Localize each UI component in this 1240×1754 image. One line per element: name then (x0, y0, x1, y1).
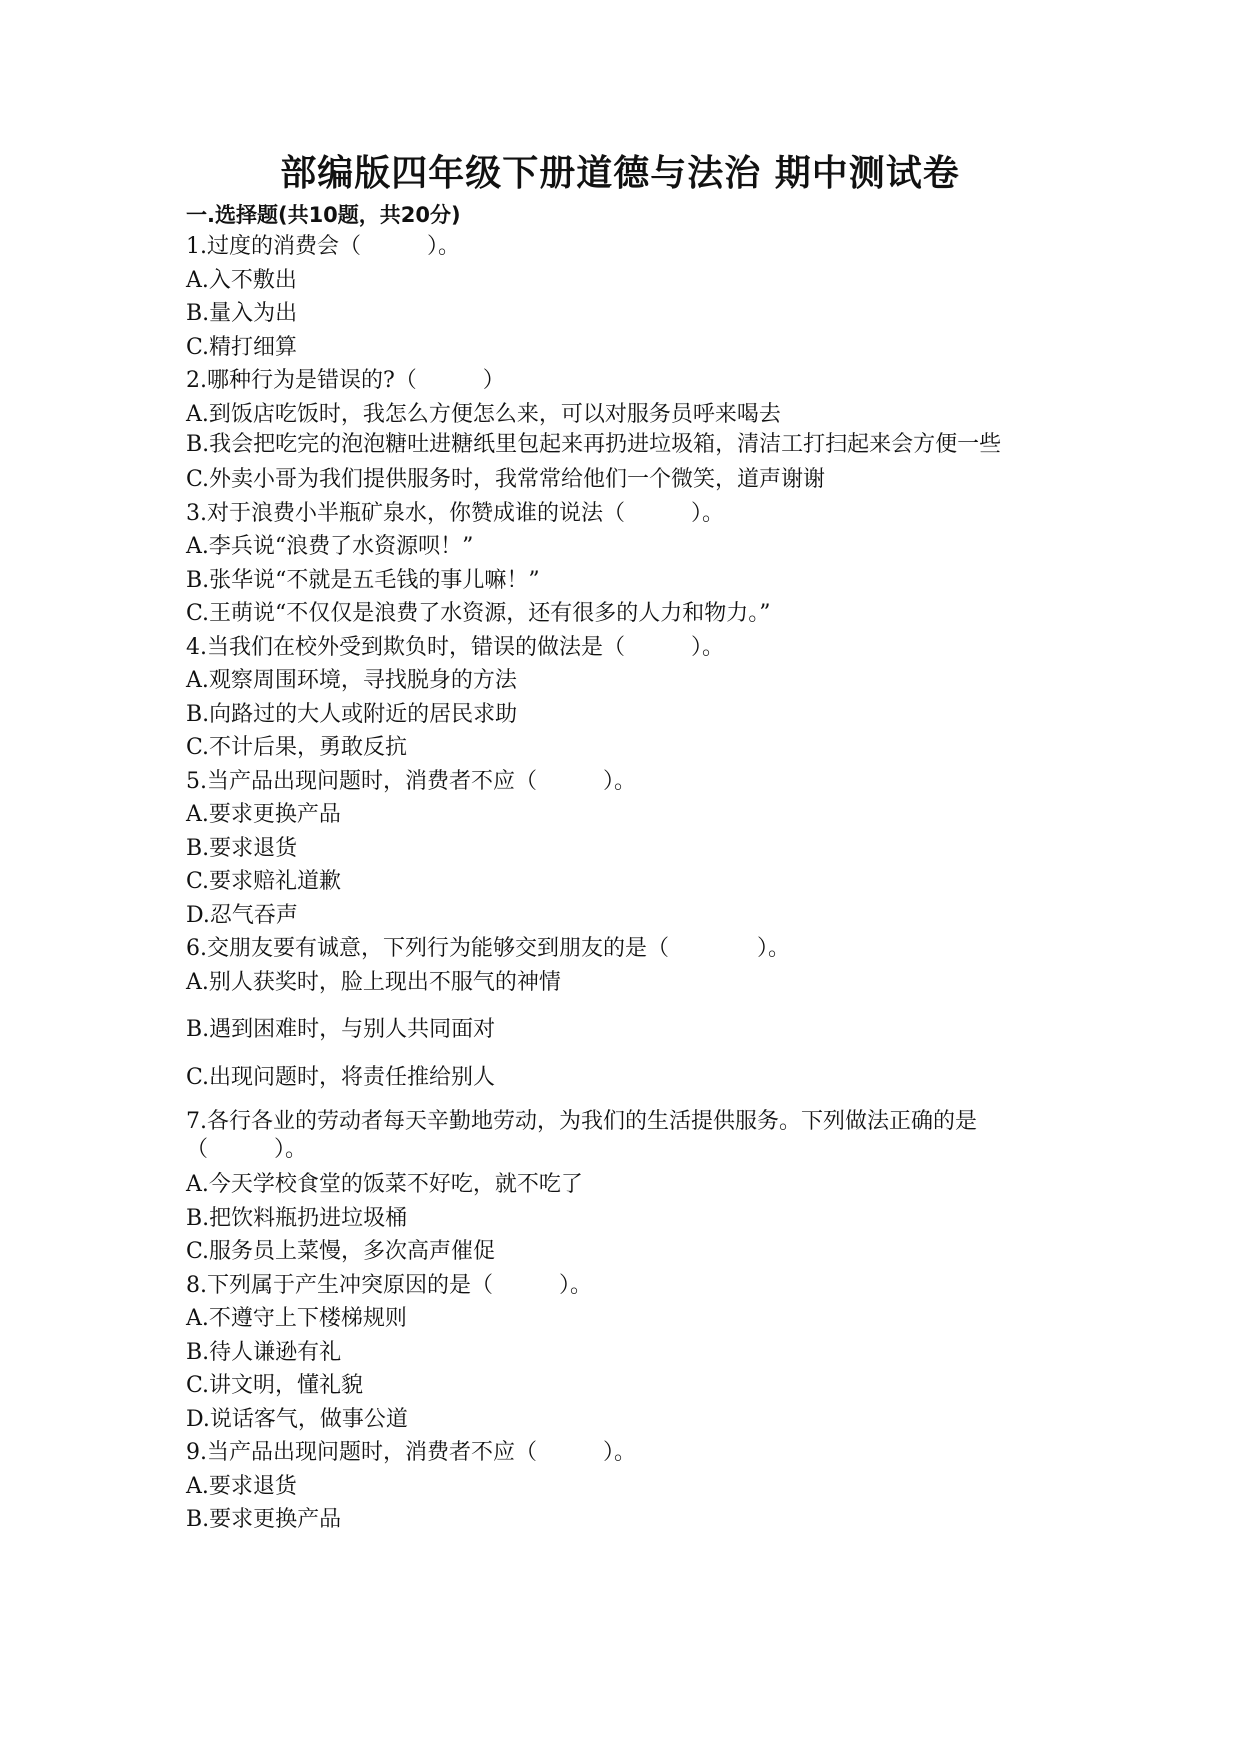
question-stem: 8.下列属于产生冲突原因的是（ ）。 (186, 1272, 592, 1298)
option: A.今天学校食堂的饭菜不好吃，就不吃了 (186, 1172, 583, 1197)
question-stem: 5.当产品出现问题时，消费者不应（ ）。 (186, 768, 636, 794)
option: B.我会把吃完的泡泡糖吐进糖纸里包起来再扔进垃圾箱，清洁工打扫起来会方便一些 (186, 432, 1002, 457)
option: B.要求退货 (186, 835, 298, 861)
option: D.忍气吞声 (186, 902, 298, 928)
option: B.遇到困难时，与别人共同面对 (186, 1017, 496, 1042)
option: A.入不敷出 (186, 267, 297, 293)
option: A.要求更换产品 (186, 802, 341, 827)
option: A.李兵说“浪费了水资源呗！” (186, 534, 474, 559)
question-stem: 7.各行各业的劳动者每天辛勤地劳动，为我们的生活提供服务。下列做法正确的是（ ）。 (186, 1109, 977, 1162)
option: A.别人获奖时，脸上现出不服气的神情 (186, 969, 561, 995)
question-stem: 6.交朋友要有诚意，下列行为能够交到朋友的是（ ）。 (186, 936, 790, 961)
option: A.到饭店吃饭时，我怎么方便怎么来，可以对服务员呼来喝去 (186, 401, 781, 427)
section-heading: 一.选择题(共10题，共20分) (186, 203, 461, 227)
option: D.说话客气，做事公道 (186, 1406, 408, 1432)
option: A.要求退货 (186, 1473, 297, 1499)
option: A.不遵守上下楼梯规则 (186, 1306, 407, 1331)
question-stem: 4.当我们在校外受到欺负时，错误的做法是（ ）。 (186, 634, 724, 660)
option: B.量入为出 (186, 301, 298, 326)
option: B.张华说“不就是五毛钱的事儿嘛！” (186, 567, 540, 593)
option: C.服务员上菜慢，多次高声催促 (186, 1239, 496, 1264)
question-stem: 1.过度的消费会（ ）。 (186, 234, 460, 259)
question-stem: 2.哪种行为是错误的?（ ） (186, 368, 505, 393)
page-title: 部编版四年级下册道德与法治 期中测试卷 (280, 153, 960, 194)
option: C.出现问题时，将责任推给别人 (186, 1064, 496, 1090)
question-stem: 3.对于浪费小半瓶矿泉水，你赞成谁的说法（ ）。 (186, 500, 724, 526)
option: B.把饮料瓶扔进垃圾桶 (186, 1205, 408, 1231)
option: B.向路过的大人或附近的居民求助 (186, 701, 518, 727)
option: B.待人谦逊有礼 (186, 1339, 342, 1365)
option: C.讲文明，懂礼貌 (186, 1373, 364, 1398)
option: C.外卖小哥为我们提供服务时，我常常给他们一个微笑，道声谢谢 (186, 467, 826, 492)
option: C.不计后果，勇敢反抗 (186, 735, 408, 760)
exam-content (186, 200, 1046, 1537)
question-stem: 9.当产品出现问题时，消费者不应（ ）。 (186, 1440, 636, 1465)
option: A.观察周围环境，寻找脱身的方法 (186, 668, 517, 693)
option: B.要求更换产品 (186, 1507, 342, 1532)
option: C.精打细算 (186, 334, 298, 360)
option: C.要求赔礼道歉 (186, 869, 342, 894)
option: C.王萌说“不仅仅是浪费了水资源，还有很多的人力和物力。” (186, 601, 771, 626)
